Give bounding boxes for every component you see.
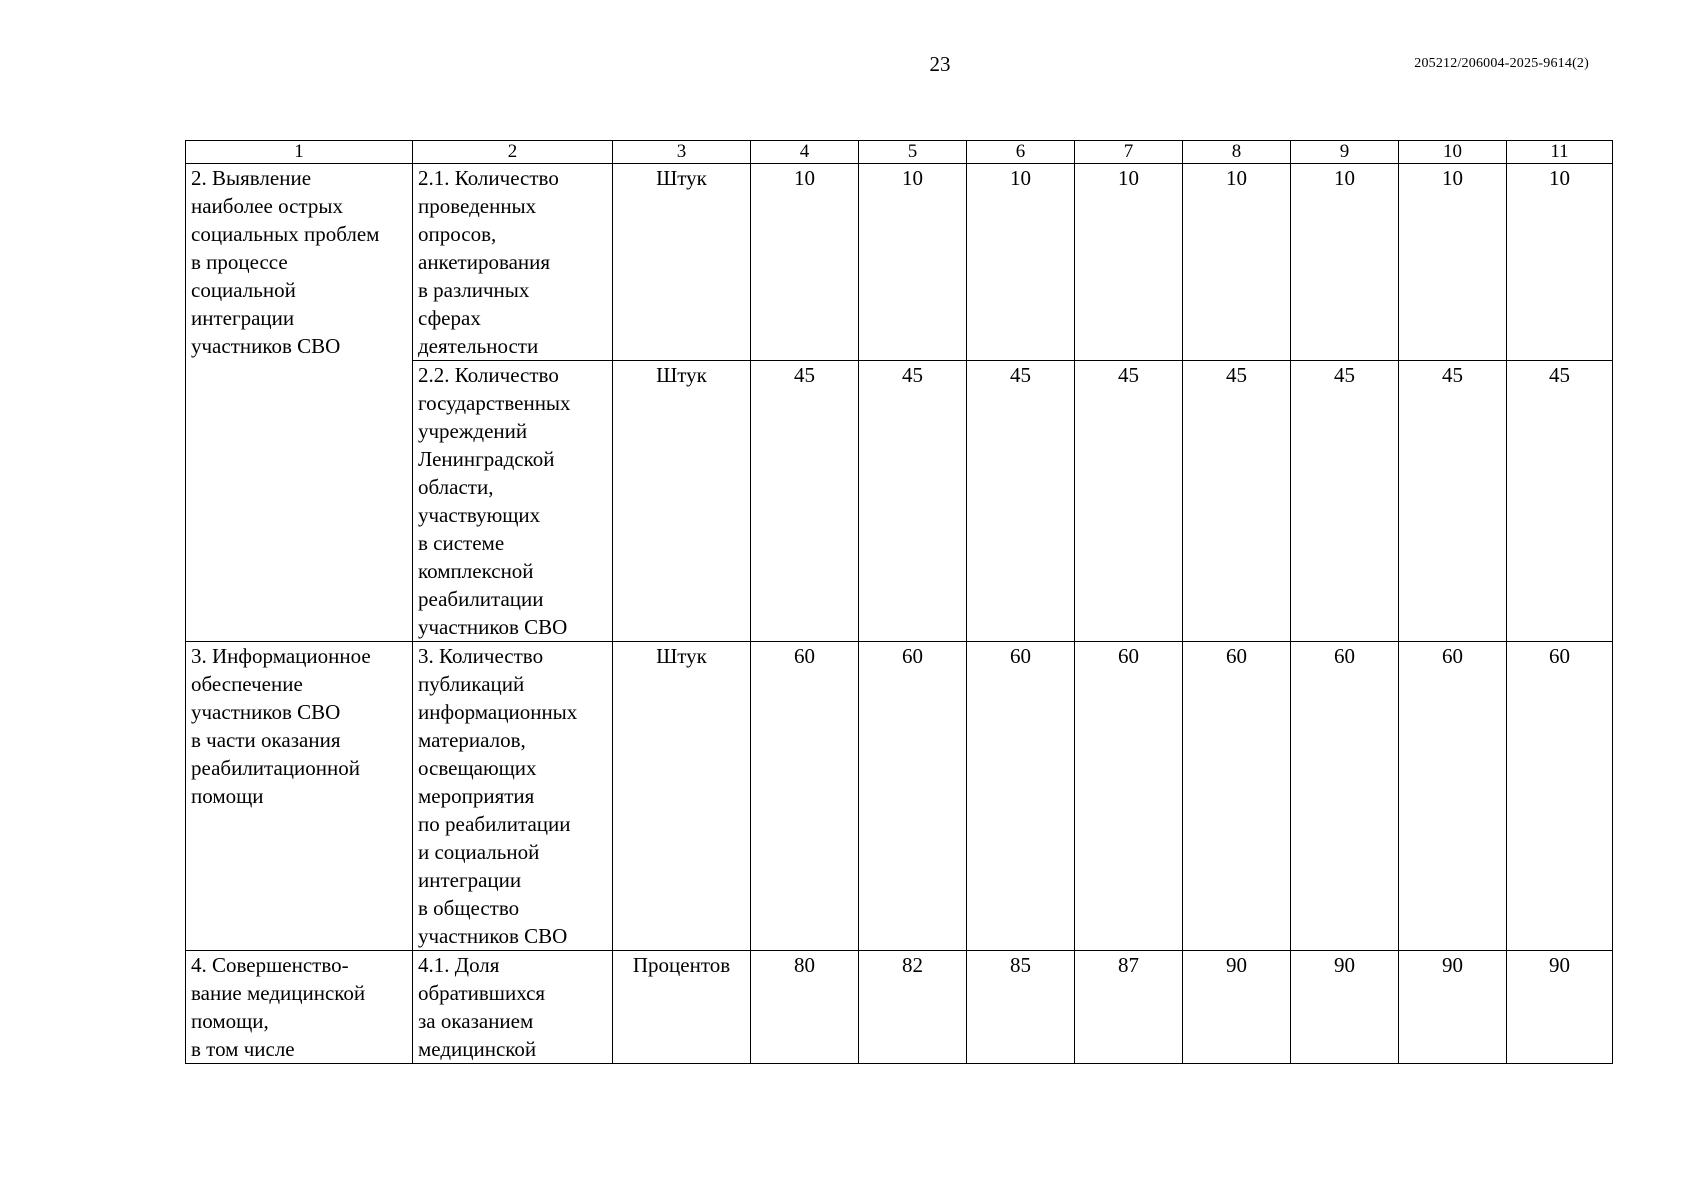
value-cell: 82 xyxy=(859,951,967,1064)
value-cell: 85 xyxy=(967,951,1075,1064)
value-cell: 45 xyxy=(1291,361,1399,642)
value-cell: 45 xyxy=(1399,361,1507,642)
unit-cell: Штук xyxy=(613,642,751,951)
column-header: 8 xyxy=(1183,141,1291,164)
value-cell: 60 xyxy=(751,642,859,951)
column-header: 4 xyxy=(751,141,859,164)
column-header: 1 xyxy=(186,141,413,164)
value-cell: 10 xyxy=(751,164,859,361)
indicator-cell: 4.1. Доля обратившихся за оказанием медицинской xyxy=(413,951,613,1064)
document-id: 205212/206004-2025-9614(2) xyxy=(1414,56,1589,71)
column-header: 9 xyxy=(1291,141,1399,164)
unit-cell: Штук xyxy=(613,361,751,642)
value-cell: 60 xyxy=(1291,642,1399,951)
value-cell: 87 xyxy=(1075,951,1183,1064)
value-cell: 60 xyxy=(1183,642,1291,951)
value-cell: 60 xyxy=(859,642,967,951)
goal-cell: 3. Информационное обеспечение участников СВО в части оказания реабилитационной помощи xyxy=(186,642,413,951)
column-number-row xyxy=(186,141,1613,164)
value-cell: 90 xyxy=(1291,951,1399,1064)
unit-cell: Процентов xyxy=(613,951,751,1064)
goal-cell: 4. Совершенство- вание медицинской помощи, в том числе xyxy=(186,951,413,1064)
value-cell: 60 xyxy=(1075,642,1183,951)
value-cell: 45 xyxy=(1075,361,1183,642)
value-cell: 90 xyxy=(1183,951,1291,1064)
column-header: 11 xyxy=(1507,141,1613,164)
value-cell: 10 xyxy=(1183,164,1291,361)
value-cell: 60 xyxy=(967,642,1075,951)
column-header: 5 xyxy=(859,141,967,164)
value-cell: 45 xyxy=(967,361,1075,642)
column-header: 3 xyxy=(613,141,751,164)
value-cell: 10 xyxy=(1075,164,1183,361)
column-header: 2 xyxy=(413,141,613,164)
page-number: 23 xyxy=(929,52,951,76)
value-cell: 45 xyxy=(859,361,967,642)
indicators-table xyxy=(185,140,1613,1064)
indicator-cell: 2.1. Количество проведенных опросов, анкетирования в различных сферах деятельности xyxy=(413,164,613,361)
value-cell: 45 xyxy=(751,361,859,642)
value-cell: 90 xyxy=(1399,951,1507,1064)
value-cell: 10 xyxy=(859,164,967,361)
indicator-cell: 3. Количество публикаций информационных материалов, освещающих мероприятия по реабилитации и социальной интеграции в общество участников СВО xyxy=(413,642,613,951)
value-cell: 90 xyxy=(1507,951,1613,1064)
value-cell: 10 xyxy=(1507,164,1613,361)
indicator-cell: 2.2. Количество государственных учреждений Ленинградской области, участвующих в системе комплексной реабилитации участников СВО xyxy=(413,361,613,642)
value-cell: 10 xyxy=(967,164,1075,361)
table-row xyxy=(186,951,1613,1064)
value-cell: 60 xyxy=(1507,642,1613,951)
value-cell: 80 xyxy=(751,951,859,1064)
value-cell: 10 xyxy=(1399,164,1507,361)
value-cell: 10 xyxy=(1291,164,1399,361)
unit-cell: Штук xyxy=(613,164,751,361)
table-row xyxy=(186,642,1613,951)
column-header: 7 xyxy=(1075,141,1183,164)
goal-cell: 2. Выявление наиболее острых социальных проблем в процессе социальной интеграции участников СВО xyxy=(186,164,413,642)
value-cell: 60 xyxy=(1399,642,1507,951)
value-cell: 45 xyxy=(1507,361,1613,642)
table-row xyxy=(186,164,1613,361)
value-cell: 45 xyxy=(1183,361,1291,642)
column-header: 10 xyxy=(1399,141,1507,164)
column-header: 6 xyxy=(967,141,1075,164)
